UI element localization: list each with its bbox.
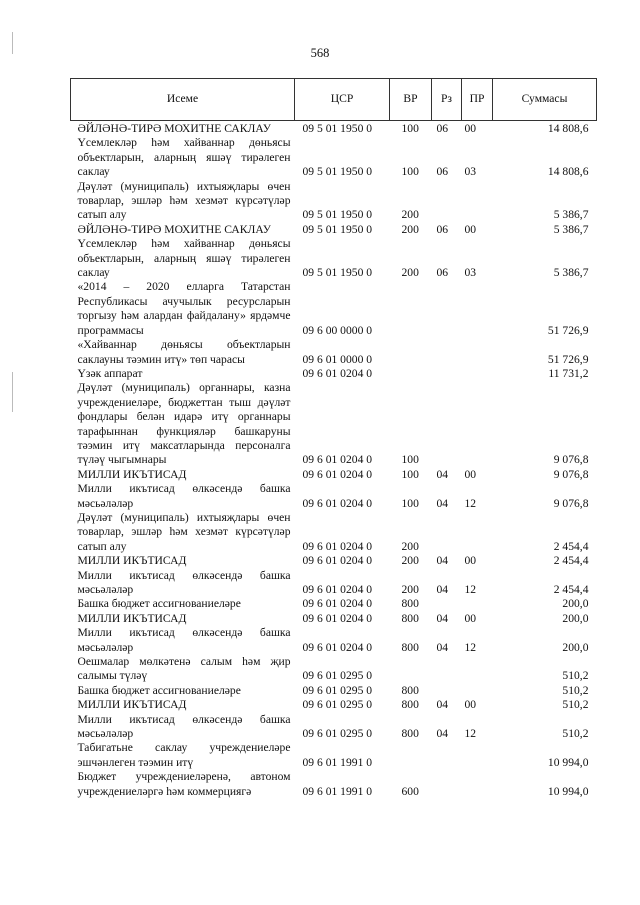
cell-pr	[462, 367, 493, 381]
cell-rz: 06	[436, 165, 449, 179]
cell-sum: 200,0	[562, 611, 589, 625]
cell-name: «2014 – 2020 елларга Татарстан Республикасы ачучылык ресурсларын торгызу һәм алардан файдалану» ярдәмче программасы	[77, 280, 291, 337]
cell-sum: 9 076,8	[553, 467, 589, 481]
cell-rz	[432, 511, 462, 554]
cell-csr: 09 6 01 0000 0	[302, 352, 373, 366]
cell-sum: 9 076,8	[553, 453, 589, 467]
cell-name: МИЛЛИ ИКЪТИСАД	[77, 467, 187, 481]
cell-rz: 04	[436, 698, 449, 712]
cell-pr	[462, 511, 493, 554]
cell-sum: 2 454,4	[553, 554, 589, 568]
cell-vr	[390, 655, 432, 684]
cell-name: Дәүләт (муниципаль) органнары, казна учреждениеләре, бюджеттан тыш дәүләт фондлары белән идарә итү органнары тарафыннан функцияләр башкаруны тәэмин итү максатларында персоналга түләү чыгымнары	[77, 381, 291, 467]
cell-rz: 04	[436, 496, 449, 510]
cell-rz: 06	[436, 122, 449, 135]
cell-pr	[462, 338, 493, 367]
cell-name: Милли икътисад өлкәсендә башка мәсьәләләр	[77, 482, 291, 510]
table-row	[71, 612, 597, 626]
cell-rz	[432, 770, 462, 799]
cell-name: Оешмалар мөлкәтенә салым һәм җир салымы түләү	[77, 655, 291, 683]
cell-pr: 12	[464, 496, 477, 510]
cell-pr	[462, 770, 493, 799]
cell-vr: 800	[401, 698, 419, 712]
cell-pr: 00	[464, 222, 477, 236]
cell-csr: 09 6 01 1991 0	[302, 784, 373, 798]
table-row	[71, 180, 597, 223]
cell-csr: 09 5 01 1950 0	[302, 222, 373, 236]
cell-vr: 800	[401, 640, 419, 654]
table-header-row	[71, 79, 597, 121]
cell-sum: 9 076,8	[553, 496, 589, 510]
cell-pr	[462, 280, 493, 338]
cell-csr: 09 6 01 1991 0	[302, 755, 373, 769]
cell-rz: 04	[436, 583, 449, 596]
cell-vr: 100	[401, 165, 419, 179]
cell-csr: 09 6 01 0204 0	[302, 554, 373, 568]
cell-csr: 09 5 01 1950 0	[302, 165, 373, 179]
cell-name: Башка бюджет ассигнованиеләре	[77, 597, 241, 611]
cell-sum: 14 808,6	[547, 122, 589, 135]
cell-rz: 04	[436, 640, 449, 654]
cell-sum: 10 994,0	[547, 755, 589, 769]
cell-name: МИЛЛИ ИКЪТИСАД	[77, 554, 187, 568]
header-pr: ПР	[462, 79, 493, 121]
table-row	[71, 468, 597, 482]
cell-rz: 04	[436, 727, 449, 741]
cell-pr: 03	[464, 165, 477, 179]
cell-rz	[432, 655, 462, 684]
table-row	[71, 136, 597, 179]
cell-csr: 09 5 01 1950 0	[302, 208, 373, 222]
cell-vr: 200	[401, 554, 419, 568]
table-row	[71, 626, 597, 655]
cell-pr: 00	[464, 122, 477, 135]
table-row	[71, 280, 597, 338]
cell-csr: 09 6 01 0204 0	[302, 611, 373, 625]
cell-name: Милли икътисад өлкәсендә башка мәсьәләләр	[77, 712, 291, 741]
table-row	[71, 121, 597, 137]
cell-name: ӘЙЛӘНӘ-ТИРӘ МОХИТНЕ САКЛАУ	[77, 122, 271, 135]
table-row	[71, 713, 597, 742]
cell-sum: 200,0	[562, 597, 589, 611]
cell-pr: 12	[464, 727, 477, 741]
cell-vr: 200	[401, 222, 419, 236]
cell-vr: 200	[401, 583, 419, 596]
cell-vr: 100	[401, 467, 419, 481]
table-row	[71, 482, 597, 511]
cell-rz	[432, 597, 462, 611]
table-row	[71, 698, 597, 712]
cell-vr: 200	[401, 208, 419, 222]
cell-vr: 600	[401, 784, 419, 798]
cell-rz: 06	[436, 222, 449, 236]
cell-csr: 09 6 01 0204 0	[302, 583, 373, 596]
cell-pr	[462, 741, 493, 770]
table-row	[71, 655, 597, 684]
cell-sum: 14 808,6	[547, 165, 589, 179]
page-number: 568	[310, 46, 330, 60]
cell-csr: 09 6 01 0204 0	[302, 496, 373, 510]
cell-rz	[432, 180, 462, 223]
cell-pr: 00	[464, 611, 477, 625]
cell-pr	[462, 180, 493, 223]
table-row	[71, 554, 597, 568]
cell-sum: 5 386,7	[553, 222, 589, 236]
cell-rz	[432, 684, 462, 698]
cell-name: Милли икътисад өлкәсендә башка мәсьәләләр	[77, 568, 291, 596]
cell-rz	[432, 381, 462, 467]
table-row	[71, 223, 597, 237]
cell-name: МИЛЛИ ИКЪТИСАД	[77, 611, 187, 625]
cell-name: Үсемлекләр һәм хайваннар дөньясы объектларын, аларның яшәү тирәлеген саклау	[77, 136, 291, 179]
cell-name: Дәүләт (муниципаль) ихтыяҗлары өчен товарлар, эшләр һәм хезмәт күрсәтүләр сатып алу	[77, 510, 291, 553]
cell-name: Дәүләт (муниципаль) ихтыяҗлары өчен товарлар, эшләр һәм хезмәт күрсәтүләр сатып алу	[77, 179, 291, 222]
cell-vr: 100	[401, 496, 419, 510]
cell-sum: 5 386,7	[553, 208, 589, 222]
cell-csr: 09 6 01 0295 0	[302, 669, 373, 683]
cell-name: Табигатьне саклау учреждениеләре эшчәнлеген тәэмин итү	[77, 741, 291, 769]
cell-pr	[462, 655, 493, 684]
cell-sum: 51 726,9	[547, 323, 589, 337]
table-row	[71, 597, 597, 611]
table-row	[71, 367, 597, 381]
cell-name: Үзәк аппарат	[77, 366, 143, 380]
header-vr: ВР	[390, 79, 432, 121]
cell-csr: 09 6 01 0204 0	[302, 539, 373, 553]
cell-vr	[390, 338, 432, 367]
cell-sum: 11 731,2	[548, 366, 589, 380]
cell-vr: 800	[401, 727, 419, 741]
cell-csr: 09 6 01 0204 0	[302, 366, 373, 380]
cell-csr: 09 6 01 0295 0	[302, 698, 373, 712]
cell-sum: 200,0	[562, 640, 589, 654]
cell-vr: 100	[401, 453, 419, 467]
cell-vr	[390, 280, 432, 338]
table-row	[71, 338, 597, 367]
cell-pr	[462, 381, 493, 467]
cell-rz	[432, 367, 462, 381]
cell-name: Үсемлекләр һәм хайваннар дөньясы объектларын, аларның яшәү тирәлеген саклау	[77, 237, 291, 280]
cell-pr: 00	[464, 698, 477, 712]
cell-vr: 800	[401, 597, 419, 611]
table-row	[71, 511, 597, 554]
cell-csr: 09 6 01 0204 0	[302, 640, 373, 654]
table-row	[71, 741, 597, 770]
cell-rz: 04	[436, 467, 449, 481]
cell-vr	[390, 367, 432, 381]
cell-pr	[462, 597, 493, 611]
cell-sum: 2 454,4	[553, 583, 589, 596]
cell-csr: 09 6 01 0204 0	[302, 467, 373, 481]
cell-name: «Хайваннар дөньясы объектларын саклауны тәэмин итү» төп чарасы	[77, 338, 291, 366]
cell-csr: 09 6 01 0204 0	[302, 453, 373, 467]
cell-name: Башка бюджет ассигнованиеләре	[77, 683, 241, 697]
table-row	[71, 381, 597, 467]
cell-sum: 10 994,0	[547, 784, 589, 798]
cell-vr: 800	[401, 611, 419, 625]
cell-sum: 510,2	[562, 683, 589, 697]
cell-vr: 200	[401, 266, 419, 280]
cell-csr: 09 6 01 0295 0	[302, 727, 373, 741]
cell-vr: 200	[401, 539, 419, 553]
cell-pr: 00	[464, 554, 477, 568]
table-row	[71, 770, 597, 799]
cell-pr: 12	[464, 583, 477, 596]
cell-pr: 03	[464, 266, 477, 280]
header-rz: Рз	[432, 79, 462, 121]
table-row	[71, 237, 597, 280]
cell-rz: 04	[436, 554, 449, 568]
cell-sum: 510,2	[562, 698, 589, 712]
cell-csr: 09 6 01 0204 0	[302, 597, 373, 611]
cell-csr: 09 6 01 0295 0	[302, 683, 373, 697]
cell-sum: 510,2	[562, 727, 589, 741]
cell-rz	[432, 741, 462, 770]
header-name: Исеме	[71, 79, 295, 121]
cell-name: Милли икътисад өлкәсендә башка мәсьәләләр	[77, 626, 291, 654]
cell-csr: 09 6 00 0000 0	[302, 323, 373, 337]
header-sum: Суммасы	[493, 79, 597, 121]
cell-csr: 09 5 01 1950 0	[302, 266, 373, 280]
cell-pr	[462, 684, 493, 698]
cell-name: ӘЙЛӘНӘ-ТИРӘ МОХИТНЕ САКЛАУ	[77, 222, 271, 236]
cell-pr: 12	[464, 640, 477, 654]
cell-vr: 100	[401, 122, 419, 135]
cell-vr: 800	[401, 683, 419, 697]
cell-name: МИЛЛИ ИКЪТИСАД	[77, 698, 187, 712]
cell-rz: 06	[436, 266, 449, 280]
cell-rz	[432, 280, 462, 338]
cell-csr: 09 5 01 1950 0	[302, 122, 373, 135]
cell-pr: 00	[464, 467, 477, 481]
cell-sum: 5 386,7	[553, 266, 589, 280]
cell-rz: 04	[436, 611, 449, 625]
cell-sum: 51 726,9	[547, 352, 589, 366]
cell-rz	[432, 338, 462, 367]
cell-vr	[390, 741, 432, 770]
cell-name: Бюджет учреждениеләренә, автоном учреждениеләргә һәм коммерциягә	[77, 770, 291, 798]
budget-table	[70, 78, 597, 799]
table-row	[71, 684, 597, 698]
table-row	[71, 569, 597, 598]
header-csr: ЦСР	[295, 79, 390, 121]
cell-sum: 510,2	[562, 669, 589, 683]
margin-mark	[12, 372, 13, 412]
cell-sum: 2 454,4	[553, 539, 589, 553]
